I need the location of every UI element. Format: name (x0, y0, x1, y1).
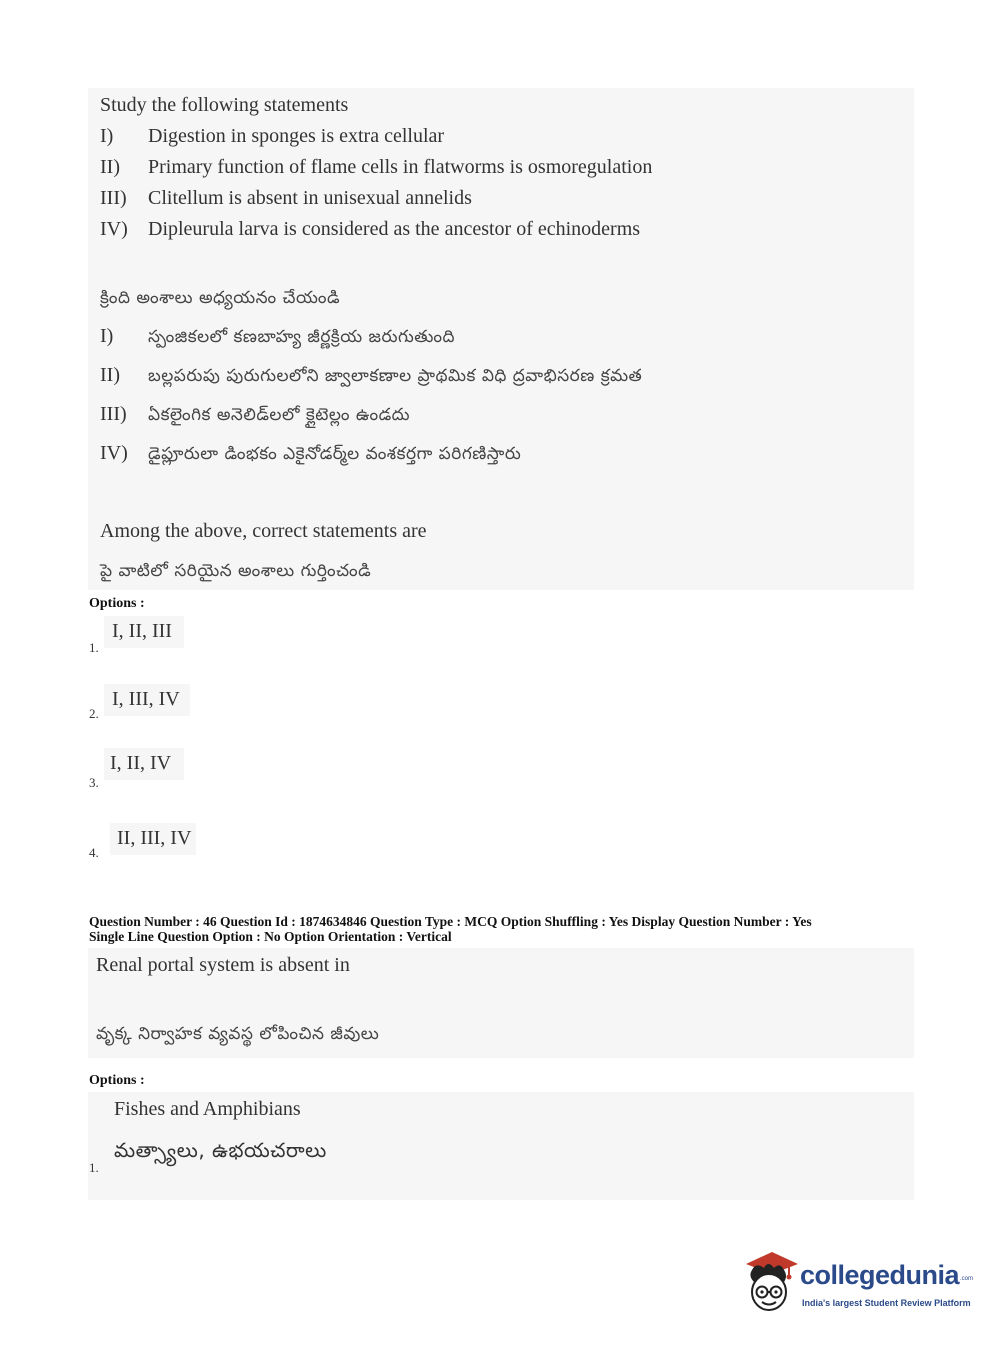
logo-domain: .com (960, 1276, 974, 1282)
option-number: 4. (89, 845, 99, 860)
q45-ask-te: పై వాటిలో సరియైన అంశాలు గుర్తించండి (100, 561, 372, 581)
q45-intro-en: Study the following statements (100, 94, 349, 116)
option-1-text[interactable]: I, II, III (112, 620, 172, 642)
q45-intro-te: క్రింది అంశాలు అధ్యయనం చేయండి (100, 288, 341, 308)
q45-stmt-te-text: స్పంజికలలో కణబాహ్య జీర్ణక్రియ జరుగుతుంది (148, 327, 455, 347)
option-number: 1. (89, 640, 99, 655)
option-number: 1. (89, 1160, 99, 1175)
q45-stmt-en-num: IV) (100, 218, 128, 240)
q45-stmt-en-num: III) (100, 187, 127, 209)
q46-stem-te: వృక్క నిర్వాహక వ్యవస్థ లోపించిన జీవులు (96, 1024, 380, 1044)
collegedunia-logo[interactable] (742, 1248, 972, 1318)
option-number: 3. (89, 775, 99, 790)
q45-stmt-en-num: I) (100, 125, 114, 147)
q46-option-1-te[interactable]: మత్స్యాలు, ఉభయచరాలు (114, 1138, 327, 1162)
logo-wordmark: collegedunia (800, 1260, 960, 1290)
q45-stmt-en-text: Digestion in sponges is extra cellular (148, 125, 445, 147)
q46-options-label: Options : (89, 1073, 145, 1088)
logo-tagline: India's largest Student Review Platform (802, 1298, 971, 1308)
q45-stmt-en-text: Primary function of flame cells in flatworms is osmoregulation (148, 156, 653, 178)
graduate-mascot-icon (742, 1248, 802, 1318)
q45-stmt-en-text: Clitellum is absent in unisexual annelids (148, 187, 472, 209)
q45-stmt-te-num: IV) (100, 442, 128, 464)
option-3-text[interactable]: I, II, IV (110, 752, 172, 774)
option-2-text[interactable]: I, III, IV (112, 688, 180, 710)
q45-stmt-te-text: బల్లపరుపు పురుగులలోని జ్వాలాకణాల ప్రాథమిక విధి ద్రవాభిసరణ క్రమత (148, 366, 643, 386)
q45-stmt-te-text: డైప్లూరులా డింభకం ఎకైనోడర్మ్‌ల వంశకర్తగా పరిగణిస్తారు (148, 444, 522, 464)
option-4-text[interactable]: II, III, IV (117, 827, 192, 849)
q45-stmt-en-text: Dipleurula larva is considered as the ancestor of echinoderms (148, 218, 641, 240)
q45-stmt-te-num: III) (100, 403, 127, 425)
q45-stmt-en-num: II) (100, 156, 120, 178)
q46-meta-line2: Single Line Question Option : No Option Orientation : Vertical (89, 929, 452, 944)
q46-option-1-en[interactable]: Fishes and Amphibians (114, 1098, 301, 1120)
q46-stem-en: Renal portal system is absent in (96, 954, 350, 976)
option-number: 2. (89, 706, 99, 721)
q45-stmt-te-text: ఏకలైంగిక అనెలిడ్‌లలో క్లైటెల్లం ఉండదు (148, 405, 411, 425)
q45-options-label: Options : (89, 596, 145, 611)
q45-ask-en: Among the above, correct statements are (100, 520, 427, 542)
q45-stmt-te-num: I) (100, 325, 114, 347)
q46-meta-line1: Question Number : 46 Question Id : 1874634846 Question Type : MCQ Option Shuffling : Yes Display Question Number : Yes (89, 914, 812, 929)
q45-stmt-te-num: II) (100, 364, 120, 386)
